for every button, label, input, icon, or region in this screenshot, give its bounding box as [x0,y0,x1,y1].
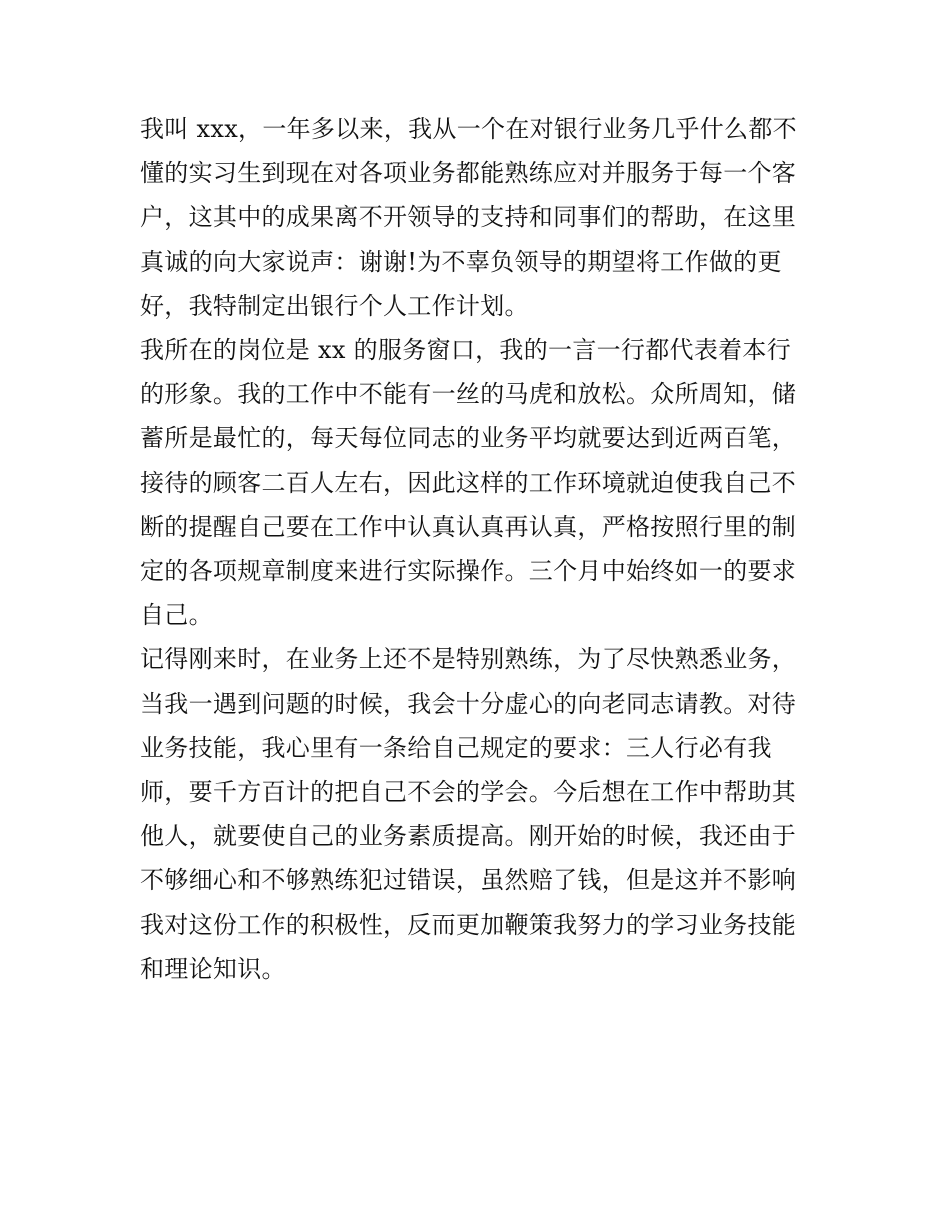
text-line: 自己。 [140,601,213,630]
text-line: 好，我特制定出银行个人工作计划。 [140,291,529,320]
text-line: 业务技能，我心里有一条给自己规定的要求：三人行必有我 [140,733,772,762]
paragraph-learning [140,637,820,991]
text-line: 不够细心和不够熟练犯过错误，虽然赔了钱，但是这并不影响 [140,866,797,895]
text-line: 我所在的岗位是 xx 的服务窗口，我的一言一行都代表着本行 [140,336,792,365]
text-line: 记得刚来时，在业务上还不是特别熟练，为了尽快熟悉业务， [140,645,797,674]
text-line: 断的提醒自己要在工作中认真认真再认真，严格按照行里的制 [140,512,797,541]
text-line: 真诚的向大家说声：谢谢!为不辜负领导的期望将工作做的更 [140,247,782,276]
text-line: 我叫 xxx，一年多以来，我从一个在对银行业务几乎什么都不 [140,115,797,143]
text-line: 和理论知识。 [140,954,286,983]
text-line: 懂的实习生到现在对各项业务都能熟练应对并服务于每一个客 [140,159,797,188]
text-line: 接待的顾客二百人左右，因此这样的工作环境就迫使我自己不 [140,468,797,497]
document-body [140,107,820,991]
paragraph-position [140,328,820,637]
paragraph-introduction [140,107,820,328]
text-line: 的形象。我的工作中不能有一丝的马虎和放松。众所周知，储 [140,380,797,409]
text-line: 户，这其中的成果离不开领导的支持和同事们的帮助，在这里 [140,203,797,232]
text-line: 当我一遇到问题的时候，我会十分虚心的向老同志请教。对待 [140,689,797,718]
text-line: 蓄所是最忙的，每天每位同志的业务平均就要达到近两百笔， [140,424,797,453]
text-line: 定的各项规章制度来进行实际操作。三个月中始终如一的要求 [140,557,797,586]
text-line: 师，要千方百计的把自己不会的学会。今后想在工作中帮助其 [140,778,797,807]
text-line: 他人，就要使自己的业务素质提高。刚开始的时候，我还由于 [140,822,797,851]
text-line: 我对这份工作的积极性，反而更加鞭策我努力的学习业务技能 [140,910,797,939]
